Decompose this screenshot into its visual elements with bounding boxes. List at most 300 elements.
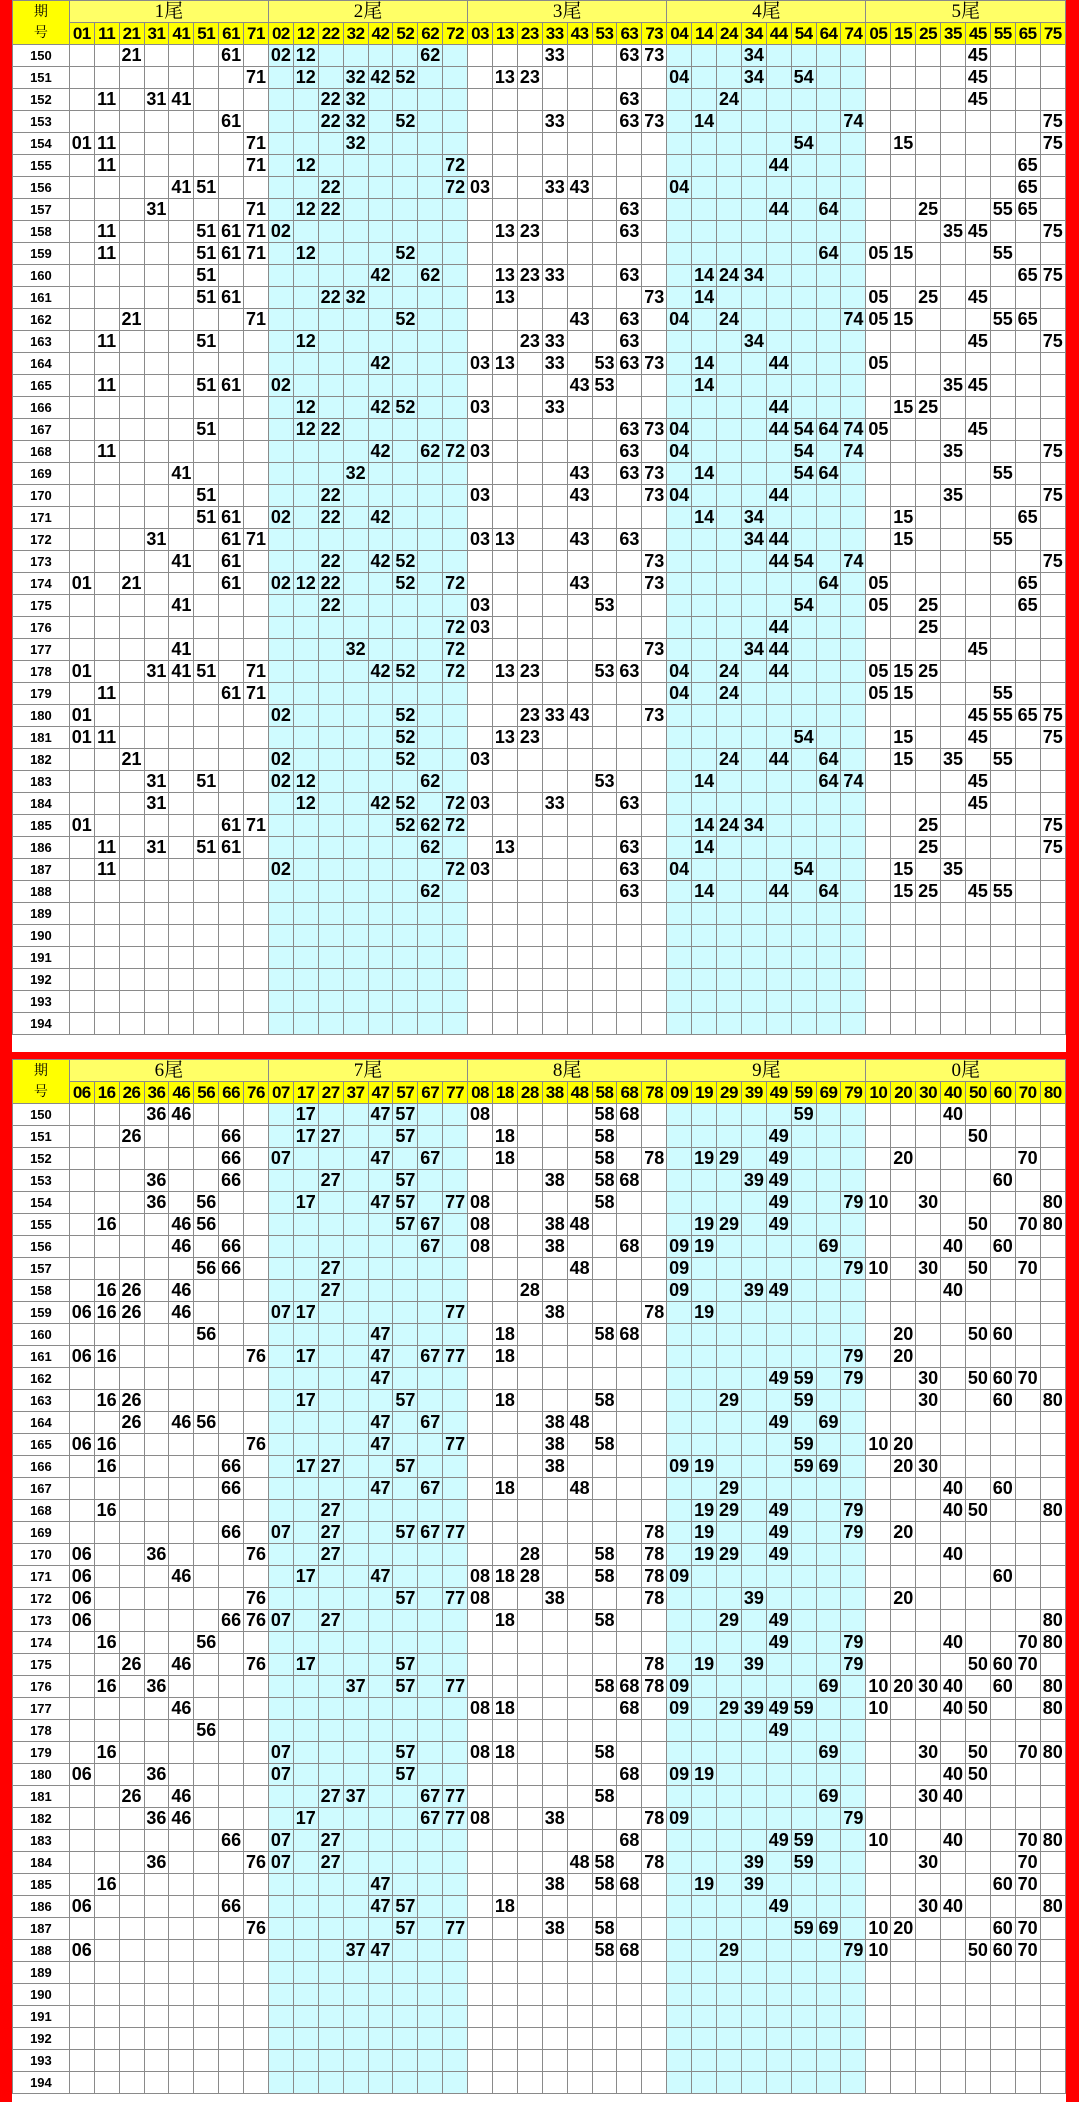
hit-cell: 02 xyxy=(268,771,293,793)
empty-cell xyxy=(69,1962,94,1984)
number-header: 71 xyxy=(244,23,269,45)
hit-cell: 43 xyxy=(567,705,592,727)
hit-cell: 63 xyxy=(617,441,642,463)
empty-cell xyxy=(717,2050,742,2072)
empty-cell xyxy=(94,1258,119,1280)
empty-cell xyxy=(268,199,293,221)
empty-cell xyxy=(293,1478,318,1500)
hit-cell: 65 xyxy=(1015,155,1040,177)
empty-cell xyxy=(816,1632,841,1654)
empty-cell xyxy=(841,793,866,815)
empty-cell xyxy=(816,485,841,507)
empty-cell xyxy=(144,1830,169,1852)
issue-row xyxy=(13,1984,1066,2006)
empty-cell xyxy=(642,1764,667,1786)
empty-cell xyxy=(741,1456,766,1478)
empty-cell xyxy=(891,1302,916,1324)
hit-cell: 49 xyxy=(766,1412,791,1434)
empty-cell xyxy=(816,1126,841,1148)
empty-cell xyxy=(642,1940,667,1962)
empty-cell xyxy=(816,551,841,573)
hit-cell: 46 xyxy=(169,1302,194,1324)
hit-cell: 77 xyxy=(443,1192,468,1214)
hit-cell: 70 xyxy=(1015,1852,1040,1874)
empty-cell xyxy=(468,1478,493,1500)
empty-cell xyxy=(94,1522,119,1544)
hit-cell: 14 xyxy=(692,771,717,793)
empty-cell xyxy=(169,1170,194,1192)
hit-cell: 63 xyxy=(617,859,642,881)
empty-cell xyxy=(119,1192,144,1214)
empty-cell xyxy=(766,1236,791,1258)
empty-cell xyxy=(244,111,269,133)
empty-cell xyxy=(567,111,592,133)
empty-cell xyxy=(941,89,966,111)
empty-cell xyxy=(766,1940,791,1962)
empty-cell xyxy=(841,1764,866,1786)
hit-cell: 13 xyxy=(493,529,518,551)
empty-cell xyxy=(268,903,293,925)
hit-cell: 49 xyxy=(766,1610,791,1632)
empty-cell xyxy=(418,1258,443,1280)
empty-cell xyxy=(69,2006,94,2028)
empty-cell xyxy=(194,815,219,837)
empty-cell xyxy=(1015,45,1040,67)
hit-cell: 03 xyxy=(468,859,493,881)
empty-cell xyxy=(393,1500,418,1522)
empty-cell xyxy=(1015,1544,1040,1566)
empty-cell xyxy=(866,67,891,89)
number-header: 48 xyxy=(567,1082,592,1104)
empty-cell xyxy=(418,1676,443,1698)
hit-cell: 51 xyxy=(194,265,219,287)
hit-cell: 76 xyxy=(244,1654,269,1676)
empty-cell xyxy=(542,837,567,859)
empty-cell xyxy=(965,2028,990,2050)
issue-row xyxy=(13,573,1066,595)
empty-cell xyxy=(318,1434,343,1456)
empty-cell xyxy=(741,1676,766,1698)
hit-cell: 60 xyxy=(990,1478,1015,1500)
empty-cell xyxy=(965,1456,990,1478)
empty-cell xyxy=(667,2006,692,2028)
empty-cell xyxy=(194,903,219,925)
empty-cell xyxy=(343,1544,368,1566)
empty-cell xyxy=(542,1830,567,1852)
hit-cell: 05 xyxy=(866,573,891,595)
empty-cell xyxy=(244,1786,269,1808)
empty-cell xyxy=(219,2028,244,2050)
empty-cell xyxy=(194,45,219,67)
empty-cell xyxy=(343,1346,368,1368)
hit-cell: 44 xyxy=(766,617,791,639)
hit-cell: 62 xyxy=(418,265,443,287)
empty-cell xyxy=(1040,529,1065,551)
empty-cell xyxy=(268,1984,293,2006)
empty-cell xyxy=(418,529,443,551)
empty-cell xyxy=(268,1324,293,1346)
hit-cell: 77 xyxy=(443,1676,468,1698)
empty-cell xyxy=(567,1170,592,1192)
empty-cell xyxy=(119,199,144,221)
empty-cell xyxy=(69,1632,94,1654)
hit-cell: 73 xyxy=(642,353,667,375)
empty-cell xyxy=(741,1013,766,1035)
number-header: 02 xyxy=(268,23,293,45)
empty-cell xyxy=(418,903,443,925)
empty-cell xyxy=(592,243,617,265)
empty-cell xyxy=(941,1984,966,2006)
empty-cell xyxy=(941,1852,966,1874)
empty-cell xyxy=(891,67,916,89)
hit-cell: 63 xyxy=(617,331,642,353)
empty-cell xyxy=(293,551,318,573)
issue-number: 163 xyxy=(13,331,70,353)
issue-number: 173 xyxy=(13,551,70,573)
empty-cell xyxy=(841,353,866,375)
hit-cell: 75 xyxy=(1040,265,1065,287)
empty-cell xyxy=(219,1698,244,1720)
empty-cell xyxy=(667,2072,692,2094)
empty-cell xyxy=(717,1346,742,1368)
empty-cell xyxy=(1015,1302,1040,1324)
hit-cell: 54 xyxy=(791,133,816,155)
empty-cell xyxy=(866,749,891,771)
empty-cell xyxy=(866,441,891,463)
empty-cell xyxy=(841,947,866,969)
hit-cell: 06 xyxy=(69,1764,94,1786)
empty-cell xyxy=(1040,1874,1065,1896)
hit-cell: 72 xyxy=(443,661,468,683)
empty-cell xyxy=(891,815,916,837)
hit-cell: 62 xyxy=(418,815,443,837)
empty-cell xyxy=(293,1368,318,1390)
empty-cell xyxy=(766,1852,791,1874)
empty-cell xyxy=(717,1412,742,1434)
hit-cell: 60 xyxy=(990,1676,1015,1698)
empty-cell xyxy=(941,771,966,793)
empty-cell xyxy=(219,1654,244,1676)
empty-cell xyxy=(866,1742,891,1764)
hit-cell: 44 xyxy=(766,419,791,441)
empty-cell xyxy=(268,1500,293,1522)
empty-cell xyxy=(418,199,443,221)
empty-cell xyxy=(343,1720,368,1742)
empty-cell xyxy=(418,2028,443,2050)
hit-cell: 16 xyxy=(94,1632,119,1654)
empty-cell xyxy=(816,1324,841,1346)
empty-cell xyxy=(268,1588,293,1610)
hit-cell: 80 xyxy=(1040,1610,1065,1632)
hit-cell: 23 xyxy=(517,331,542,353)
empty-cell xyxy=(891,1258,916,1280)
empty-cell xyxy=(741,1808,766,1830)
empty-cell xyxy=(468,1280,493,1302)
empty-cell xyxy=(268,1786,293,1808)
empty-cell xyxy=(343,1390,368,1412)
empty-cell xyxy=(343,265,368,287)
empty-cell xyxy=(617,1808,642,1830)
empty-cell xyxy=(293,1013,318,1035)
empty-cell xyxy=(642,1698,667,1720)
empty-cell xyxy=(393,507,418,529)
empty-cell xyxy=(343,441,368,463)
empty-cell xyxy=(194,947,219,969)
empty-cell xyxy=(791,815,816,837)
hit-cell: 76 xyxy=(244,1918,269,1940)
empty-cell xyxy=(592,727,617,749)
empty-cell xyxy=(119,683,144,705)
empty-cell xyxy=(418,1698,443,1720)
empty-cell xyxy=(493,1170,518,1192)
empty-cell xyxy=(1040,1013,1065,1035)
empty-cell xyxy=(816,793,841,815)
hit-cell: 58 xyxy=(592,1148,617,1170)
empty-cell xyxy=(493,639,518,661)
empty-cell xyxy=(766,463,791,485)
empty-cell xyxy=(169,1940,194,1962)
empty-cell xyxy=(717,705,742,727)
empty-cell xyxy=(1015,1390,1040,1412)
empty-cell xyxy=(144,441,169,463)
empty-cell xyxy=(119,1588,144,1610)
empty-cell xyxy=(592,1896,617,1918)
hit-cell: 67 xyxy=(418,1522,443,1544)
empty-cell xyxy=(268,595,293,617)
empty-cell xyxy=(766,1013,791,1035)
empty-cell xyxy=(194,683,219,705)
empty-cell xyxy=(567,67,592,89)
hit-cell: 39 xyxy=(741,1654,766,1676)
empty-cell xyxy=(567,1324,592,1346)
empty-cell xyxy=(293,1170,318,1192)
empty-cell xyxy=(94,1192,119,1214)
empty-cell xyxy=(144,2072,169,2094)
empty-cell xyxy=(144,67,169,89)
empty-cell xyxy=(965,1676,990,1698)
empty-cell xyxy=(990,837,1015,859)
empty-cell xyxy=(617,507,642,529)
hit-cell: 61 xyxy=(219,529,244,551)
empty-cell xyxy=(990,1522,1015,1544)
empty-cell xyxy=(990,1720,1015,1742)
empty-cell xyxy=(841,815,866,837)
empty-cell xyxy=(667,991,692,1013)
hit-cell: 38 xyxy=(542,1808,567,1830)
empty-cell xyxy=(119,881,144,903)
empty-cell xyxy=(617,925,642,947)
hit-cell: 49 xyxy=(766,1544,791,1566)
empty-cell xyxy=(891,375,916,397)
hit-cell: 44 xyxy=(766,639,791,661)
empty-cell xyxy=(717,1676,742,1698)
issue-row xyxy=(13,1522,1066,1544)
hit-cell: 24 xyxy=(717,265,742,287)
empty-cell xyxy=(517,1456,542,1478)
empty-cell xyxy=(866,1148,891,1170)
empty-cell xyxy=(418,859,443,881)
empty-cell xyxy=(493,419,518,441)
empty-cell xyxy=(766,1962,791,1984)
empty-cell xyxy=(542,309,567,331)
empty-cell xyxy=(393,617,418,639)
empty-cell xyxy=(990,155,1015,177)
empty-cell xyxy=(393,1148,418,1170)
empty-cell xyxy=(219,793,244,815)
hit-cell: 51 xyxy=(194,243,219,265)
hit-cell: 68 xyxy=(617,1830,642,1852)
hit-cell: 58 xyxy=(592,1170,617,1192)
empty-cell xyxy=(194,463,219,485)
empty-cell xyxy=(69,89,94,111)
empty-cell xyxy=(318,2028,343,2050)
hit-cell: 48 xyxy=(567,1478,592,1500)
hit-cell: 44 xyxy=(766,485,791,507)
issue-number: 171 xyxy=(13,1566,70,1588)
empty-cell xyxy=(517,815,542,837)
empty-cell xyxy=(542,89,567,111)
empty-cell xyxy=(990,397,1015,419)
empty-cell xyxy=(293,1852,318,1874)
empty-cell xyxy=(318,463,343,485)
empty-cell xyxy=(468,1984,493,2006)
empty-cell xyxy=(866,705,891,727)
empty-cell xyxy=(69,1192,94,1214)
empty-cell xyxy=(766,1324,791,1346)
empty-cell xyxy=(493,947,518,969)
empty-cell xyxy=(567,1013,592,1035)
number-header: 61 xyxy=(219,23,244,45)
hit-cell: 22 xyxy=(318,485,343,507)
hit-cell: 52 xyxy=(393,815,418,837)
empty-cell xyxy=(144,1566,169,1588)
empty-cell xyxy=(318,133,343,155)
empty-cell xyxy=(517,1676,542,1698)
empty-cell xyxy=(567,903,592,925)
empty-cell xyxy=(69,991,94,1013)
empty-cell xyxy=(1040,595,1065,617)
issue-row xyxy=(13,859,1066,881)
empty-cell xyxy=(368,1698,393,1720)
empty-cell xyxy=(219,925,244,947)
hit-cell: 56 xyxy=(194,1214,219,1236)
empty-cell xyxy=(592,463,617,485)
empty-cell xyxy=(244,2006,269,2028)
empty-cell xyxy=(816,1764,841,1786)
empty-cell xyxy=(94,1698,119,1720)
hit-cell: 66 xyxy=(219,1148,244,1170)
empty-cell xyxy=(965,617,990,639)
empty-cell xyxy=(990,991,1015,1013)
empty-cell xyxy=(343,1830,368,1852)
hit-cell: 47 xyxy=(368,1148,393,1170)
empty-cell xyxy=(692,859,717,881)
empty-cell xyxy=(119,1720,144,1742)
empty-cell xyxy=(567,1632,592,1654)
empty-cell xyxy=(841,661,866,683)
empty-cell xyxy=(916,1610,941,1632)
empty-cell xyxy=(318,727,343,749)
hit-cell: 05 xyxy=(866,287,891,309)
hit-cell: 49 xyxy=(766,1280,791,1302)
empty-cell xyxy=(816,1346,841,1368)
number-header: 73 xyxy=(642,23,667,45)
empty-cell xyxy=(866,397,891,419)
empty-cell xyxy=(791,375,816,397)
empty-cell xyxy=(816,1390,841,1412)
empty-cell xyxy=(468,1148,493,1170)
empty-cell xyxy=(617,991,642,1013)
empty-cell xyxy=(1040,177,1065,199)
issue-row xyxy=(13,1170,1066,1192)
empty-cell xyxy=(642,243,667,265)
issue-row xyxy=(13,89,1066,111)
empty-cell xyxy=(1040,1808,1065,1830)
empty-cell xyxy=(368,485,393,507)
hit-cell: 65 xyxy=(1015,177,1040,199)
hit-cell: 65 xyxy=(1015,595,1040,617)
hit-cell: 50 xyxy=(965,1940,990,1962)
empty-cell xyxy=(318,925,343,947)
empty-cell xyxy=(990,595,1015,617)
empty-cell xyxy=(517,991,542,1013)
hit-cell: 77 xyxy=(443,1346,468,1368)
empty-cell xyxy=(94,485,119,507)
hit-cell: 66 xyxy=(219,1610,244,1632)
empty-cell xyxy=(965,243,990,265)
empty-cell xyxy=(119,1698,144,1720)
empty-cell xyxy=(965,111,990,133)
empty-cell xyxy=(741,89,766,111)
empty-cell xyxy=(517,1236,542,1258)
empty-cell xyxy=(219,1962,244,1984)
empty-cell xyxy=(791,397,816,419)
empty-cell xyxy=(94,1896,119,1918)
empty-cell xyxy=(493,155,518,177)
empty-cell xyxy=(293,1786,318,1808)
empty-cell xyxy=(418,1918,443,1940)
empty-cell xyxy=(293,1434,318,1456)
empty-cell xyxy=(567,1434,592,1456)
empty-cell xyxy=(891,793,916,815)
hit-cell: 71 xyxy=(244,529,269,551)
empty-cell xyxy=(393,1434,418,1456)
empty-cell xyxy=(194,551,219,573)
empty-cell xyxy=(318,1566,343,1588)
hit-cell: 41 xyxy=(169,639,194,661)
number-header: 07 xyxy=(268,1082,293,1104)
hit-cell: 43 xyxy=(567,375,592,397)
empty-cell xyxy=(443,881,468,903)
empty-cell xyxy=(393,1698,418,1720)
hit-cell: 67 xyxy=(418,1412,443,1434)
hit-cell: 45 xyxy=(965,771,990,793)
number-header: 72 xyxy=(443,23,468,45)
empty-cell xyxy=(717,1764,742,1786)
hit-cell: 62 xyxy=(418,441,443,463)
empty-cell xyxy=(816,1214,841,1236)
number-header: 37 xyxy=(343,1082,368,1104)
empty-cell xyxy=(791,529,816,551)
hit-cell: 44 xyxy=(766,881,791,903)
hit-cell: 04 xyxy=(667,683,692,705)
empty-cell xyxy=(542,1148,567,1170)
empty-cell xyxy=(866,221,891,243)
empty-cell xyxy=(343,1896,368,1918)
empty-cell xyxy=(642,1280,667,1302)
empty-cell xyxy=(592,309,617,331)
empty-cell xyxy=(667,397,692,419)
